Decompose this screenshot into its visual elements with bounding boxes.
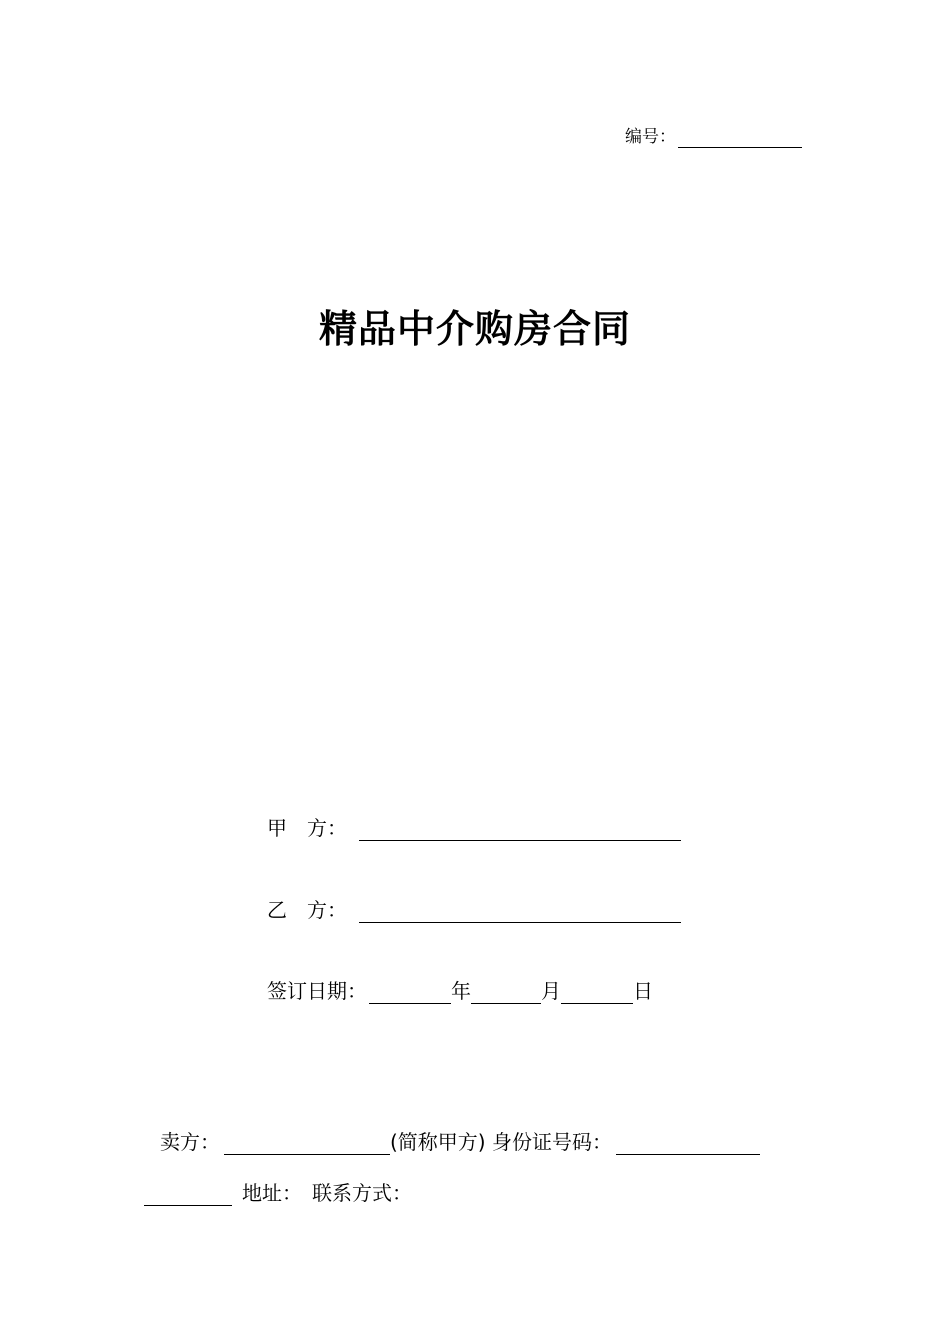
id-number-blank-continued[interactable] (144, 1185, 232, 1206)
month-blank[interactable] (471, 981, 541, 1004)
party-b-blank[interactable] (359, 900, 681, 923)
seller-name-blank[interactable] (224, 1134, 390, 1155)
day-label: 日 (633, 979, 653, 1003)
party-a-field (267, 815, 681, 841)
party-a-label: 甲 方： (267, 816, 347, 840)
sign-date-field (267, 978, 653, 1004)
serial-number-label: 编号： (625, 127, 676, 147)
serial-number-field (625, 126, 802, 148)
seller-info-line (160, 1129, 760, 1155)
party-a-blank[interactable] (359, 818, 681, 841)
id-number-label: 身份证号码： (491, 1130, 612, 1154)
year-blank[interactable] (369, 981, 451, 1004)
seller-label: 卖方： (160, 1130, 220, 1154)
party-b-field (267, 897, 681, 923)
sign-date-label: 签订日期： (267, 979, 367, 1003)
year-label: 年 (451, 979, 471, 1003)
contact-label: 联系方式： (312, 1181, 412, 1205)
address-label: 地址： (242, 1181, 302, 1205)
id-number-blank[interactable] (616, 1134, 760, 1155)
serial-number-blank[interactable] (678, 129, 802, 148)
seller-contact-line (144, 1180, 412, 1206)
party-b-label: 乙 方： (267, 898, 347, 922)
seller-abbrev: (简称甲方) (390, 1130, 486, 1154)
document-title: 精品中介购房合同 (318, 306, 631, 351)
month-label: 月 (541, 979, 561, 1003)
day-blank[interactable] (561, 981, 633, 1004)
